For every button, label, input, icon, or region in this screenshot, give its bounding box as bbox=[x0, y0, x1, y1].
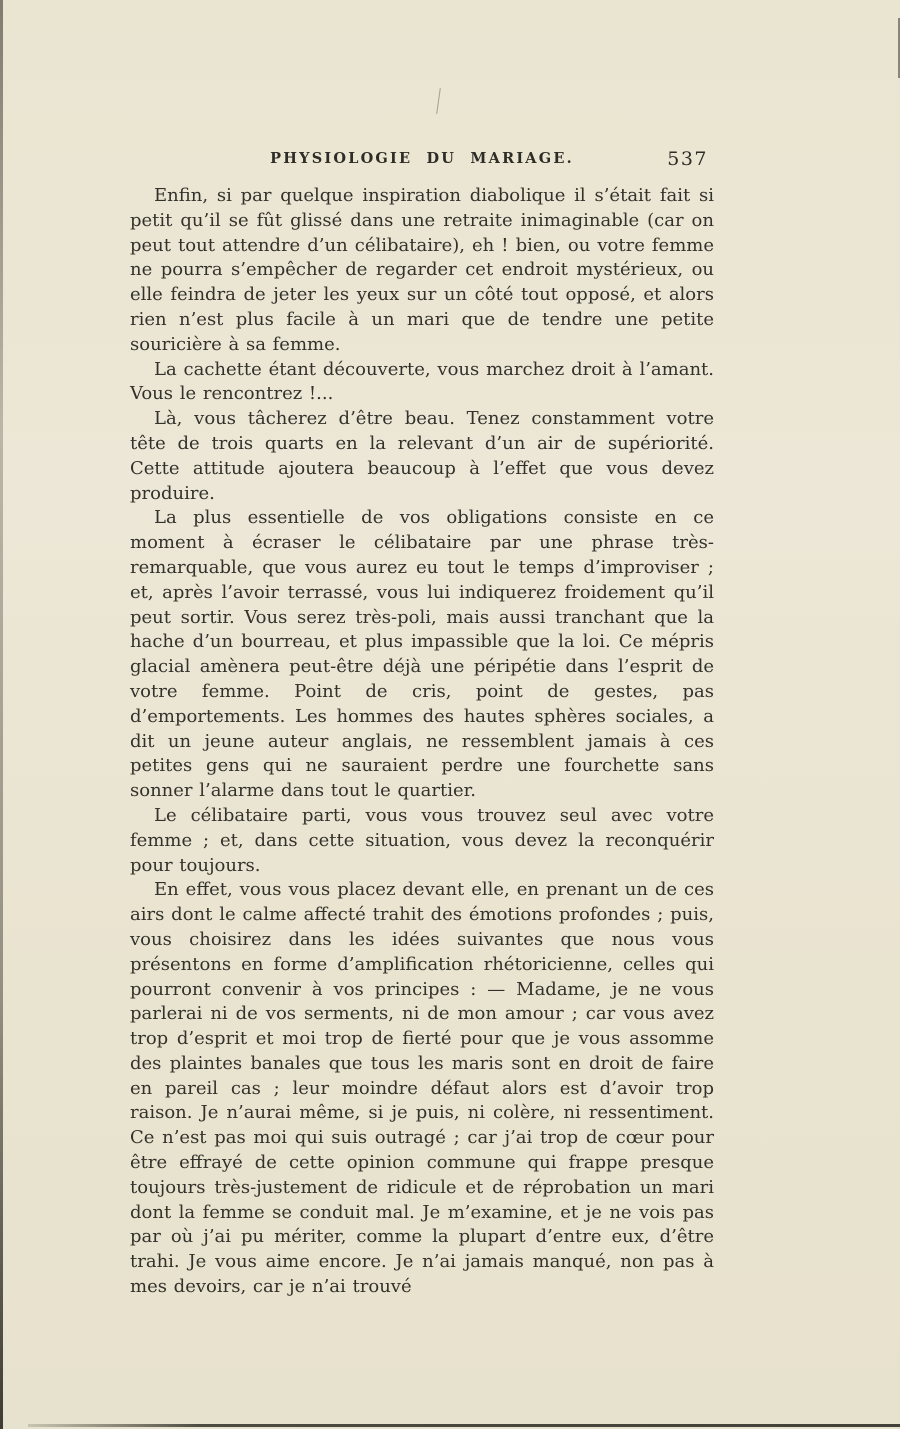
running-header bbox=[130, 148, 714, 174]
scan-artifact-left-edge bbox=[0, 0, 3, 1429]
paragraph: Enfin, si par quelque inspiration diabolique il s’était fait si petit qu’il se fût glissé dans une retraite inimaginable (car on peut tout attendre d’un célibataire), eh ! bien, ou votre femme ne pourra s’empêcher de regarder cet endroit mystérieux, ou elle feindra de jeter les yeux sur un côté tout opposé, et alors rien n’est plus facile à un mari que de tendre une petite souricière à sa femme. bbox=[130, 185, 714, 355]
running-header-title: PHYSIOLOGIE DU MARIAGE. bbox=[270, 150, 574, 167]
scan-artifact-bottom-edge bbox=[28, 1424, 900, 1427]
paragraph: Le célibataire parti, vous vous trouvez seul avec votre femme ; et, dans cette situation, vous devez la reconquérir pour toujours. bbox=[130, 804, 714, 876]
paragraph: La plus essentielle de vos obligations consiste en ce moment à écraser le célibataire par une phrase très-remarquable, que vous aurez eu tout le temps d’improviser ; et, après l’avoir terrassé, vous lui indiquerez froidement qu’il peut sortir. Vous serez très-poli, mais aussi tranchant que la hache d’un bourreau, et plus impassible que la loi. Ce mépris glacial amènera peut-être déjà une péripétie dans l’esprit de votre femme. Point de cris, point de gestes, pas d’emportements. Les hommes des hautes sphères sociales, a dit un jeune auteur anglais, ne ressemblent jamais à ces petites gens qui ne sauraient perdre une fourchette sans sonner l’alarme dans tout le quartier. bbox=[130, 507, 714, 802]
paragraph: Là, vous tâcherez d’être beau. Tenez constamment votre tête de trois quarts en la relevant d’un air de supériorité. Cette attitude ajoutera beaucoup à l’effet que vous devez produire. bbox=[130, 408, 714, 504]
page-content bbox=[130, 148, 714, 1300]
page-body-text bbox=[130, 184, 714, 1300]
page-number: 537 bbox=[667, 148, 708, 170]
scan-artifact-crease bbox=[436, 88, 441, 114]
paragraph: La cachette étant découverte, vous marchez droit à l’amant. Vous le rencontrez !... bbox=[130, 358, 714, 405]
paragraph: En effet, vous vous placez devant elle, en prenant un de ces airs dont le calme affecté trahit des émotions profondes ; puis, vous choisirez dans les idées suivantes que nous vous présentons en forme d’amplification rhétoricienne, celles qui pourront convenir à vos principes : — Madame, je ne vous parlerai ni de vos serments, ni de mon amour ; car vous avez trop d’esprit et moi trop de fierté pour que je vous assomme des plaintes banales que tous les maris sont en droit de faire en pareil cas ; leur moindre défaut alors est d’avoir trop raison. Je n’aurai même, si je puis, ni colère, ni ressentiment. Ce n’est pas moi qui suis outragé ; car j’ai trop de cœur pour être effrayé de cette opinion commune qui frappe presque toujours très-justement de ridicule et de réprobation un mari dont la femme se conduit mal. Je m’examine, et je ne vois pas par où j’ai pu mériter, comme la plupart d’entre eux, d’être trahi. Je vous aime encore. Je n’ai jamais manqué, non pas à mes devoirs, car je n’ai trouvé bbox=[130, 879, 714, 1298]
